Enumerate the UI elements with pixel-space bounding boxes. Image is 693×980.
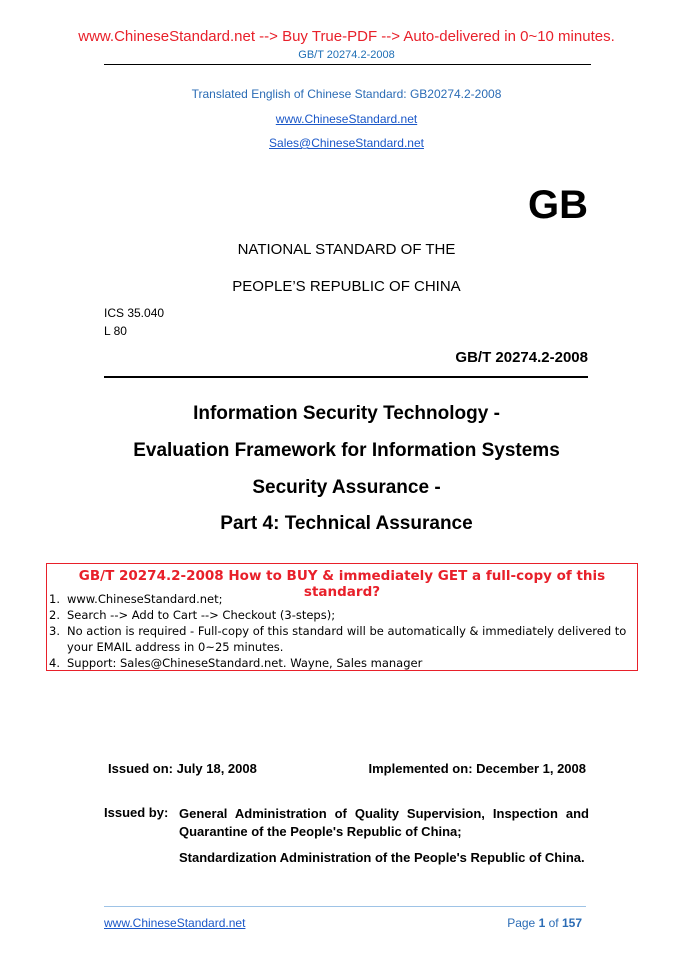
header-standard-code: GB/T 20274.2-2008 — [298, 49, 395, 61]
website-link[interactable]: www.ChineseStandard.net — [275, 112, 418, 126]
translated-notice: Translated English of Chinese Standard: GB20274.2-2008 — [191, 87, 502, 101]
title-line-4: Part 4: Technical Assurance — [220, 513, 473, 534]
list-item-number: 4. — [49, 656, 60, 670]
footer-website-link[interactable]: www.ChineseStandard.net — [104, 916, 246, 930]
national-standard-line2: PEOPLE’S REPUBLIC OF CHINA — [232, 278, 461, 295]
buy-box-title: GB/T 20274.2-2008 How to BUY & immediately GET a full-copy of this standard? — [78, 568, 606, 600]
issued-by-label: Issued by: — [104, 805, 169, 820]
page-current: 1 — [538, 916, 546, 930]
l-code: L 80 — [104, 324, 127, 338]
promo-banner[interactable]: www.ChineseStandard.net --> Buy True-PDF --> Auto-delivered in 0~10 minutes. — [78, 28, 615, 45]
list-item — [49, 623, 633, 655]
list-item-number: 2. — [49, 608, 60, 622]
list-item — [49, 607, 633, 623]
list-item — [49, 655, 633, 671]
list-item-text: No action is required - Full-copy of this standard will be automatically & immediately delivered to your EMAIL address in 0~25 minutes. — [67, 624, 627, 654]
list-item-text: Search --> Add to Cart --> Checkout (3-steps); — [67, 608, 336, 622]
buy-steps-list — [49, 591, 633, 671]
list-item-text: Support: Sales@ChineseStandard.net. Wayne, Sales manager — [67, 656, 423, 670]
standard-number: GB/T 20274.2-2008 — [455, 349, 588, 366]
list-item-text[interactable]: www.ChineseStandard.net; — [67, 592, 223, 606]
list-item-number: 3. — [49, 624, 60, 638]
page-total: 157 — [561, 916, 582, 930]
implemented-on-date: Implemented on: December 1, 2008 — [368, 761, 586, 776]
title-line-1: Information Security Technology - — [193, 403, 500, 424]
list-item — [49, 591, 633, 607]
issuing-org-2: Standardization Administration of the People's Republic of China. — [179, 850, 585, 865]
page-prefix: Page — [507, 916, 536, 930]
header-divider — [104, 64, 591, 65]
footer-divider — [104, 906, 586, 907]
title-line-3: Security Assurance - — [252, 477, 441, 498]
national-standard-line1: NATIONAL STANDARD OF THE — [237, 241, 456, 258]
issued-on-date: Issued on: July 18, 2008 — [108, 761, 257, 776]
ics-code: ICS 35.040 — [104, 306, 165, 320]
issuing-org-1: General Administration of Quality Supervision, Inspection and Quarantine of the People's Republic of China; — [179, 806, 589, 839]
buy-instructions-box — [46, 563, 638, 671]
sales-email-link[interactable]: Sales@ChineseStandard.net — [269, 136, 424, 150]
list-item-number: 1. — [49, 592, 60, 606]
standard-divider — [104, 376, 588, 378]
gb-mark: GB — [528, 183, 588, 227]
title-line-2: Evaluation Framework for Information Systems — [133, 440, 560, 461]
page-number — [430, 916, 582, 930]
page-of: of — [548, 916, 559, 930]
